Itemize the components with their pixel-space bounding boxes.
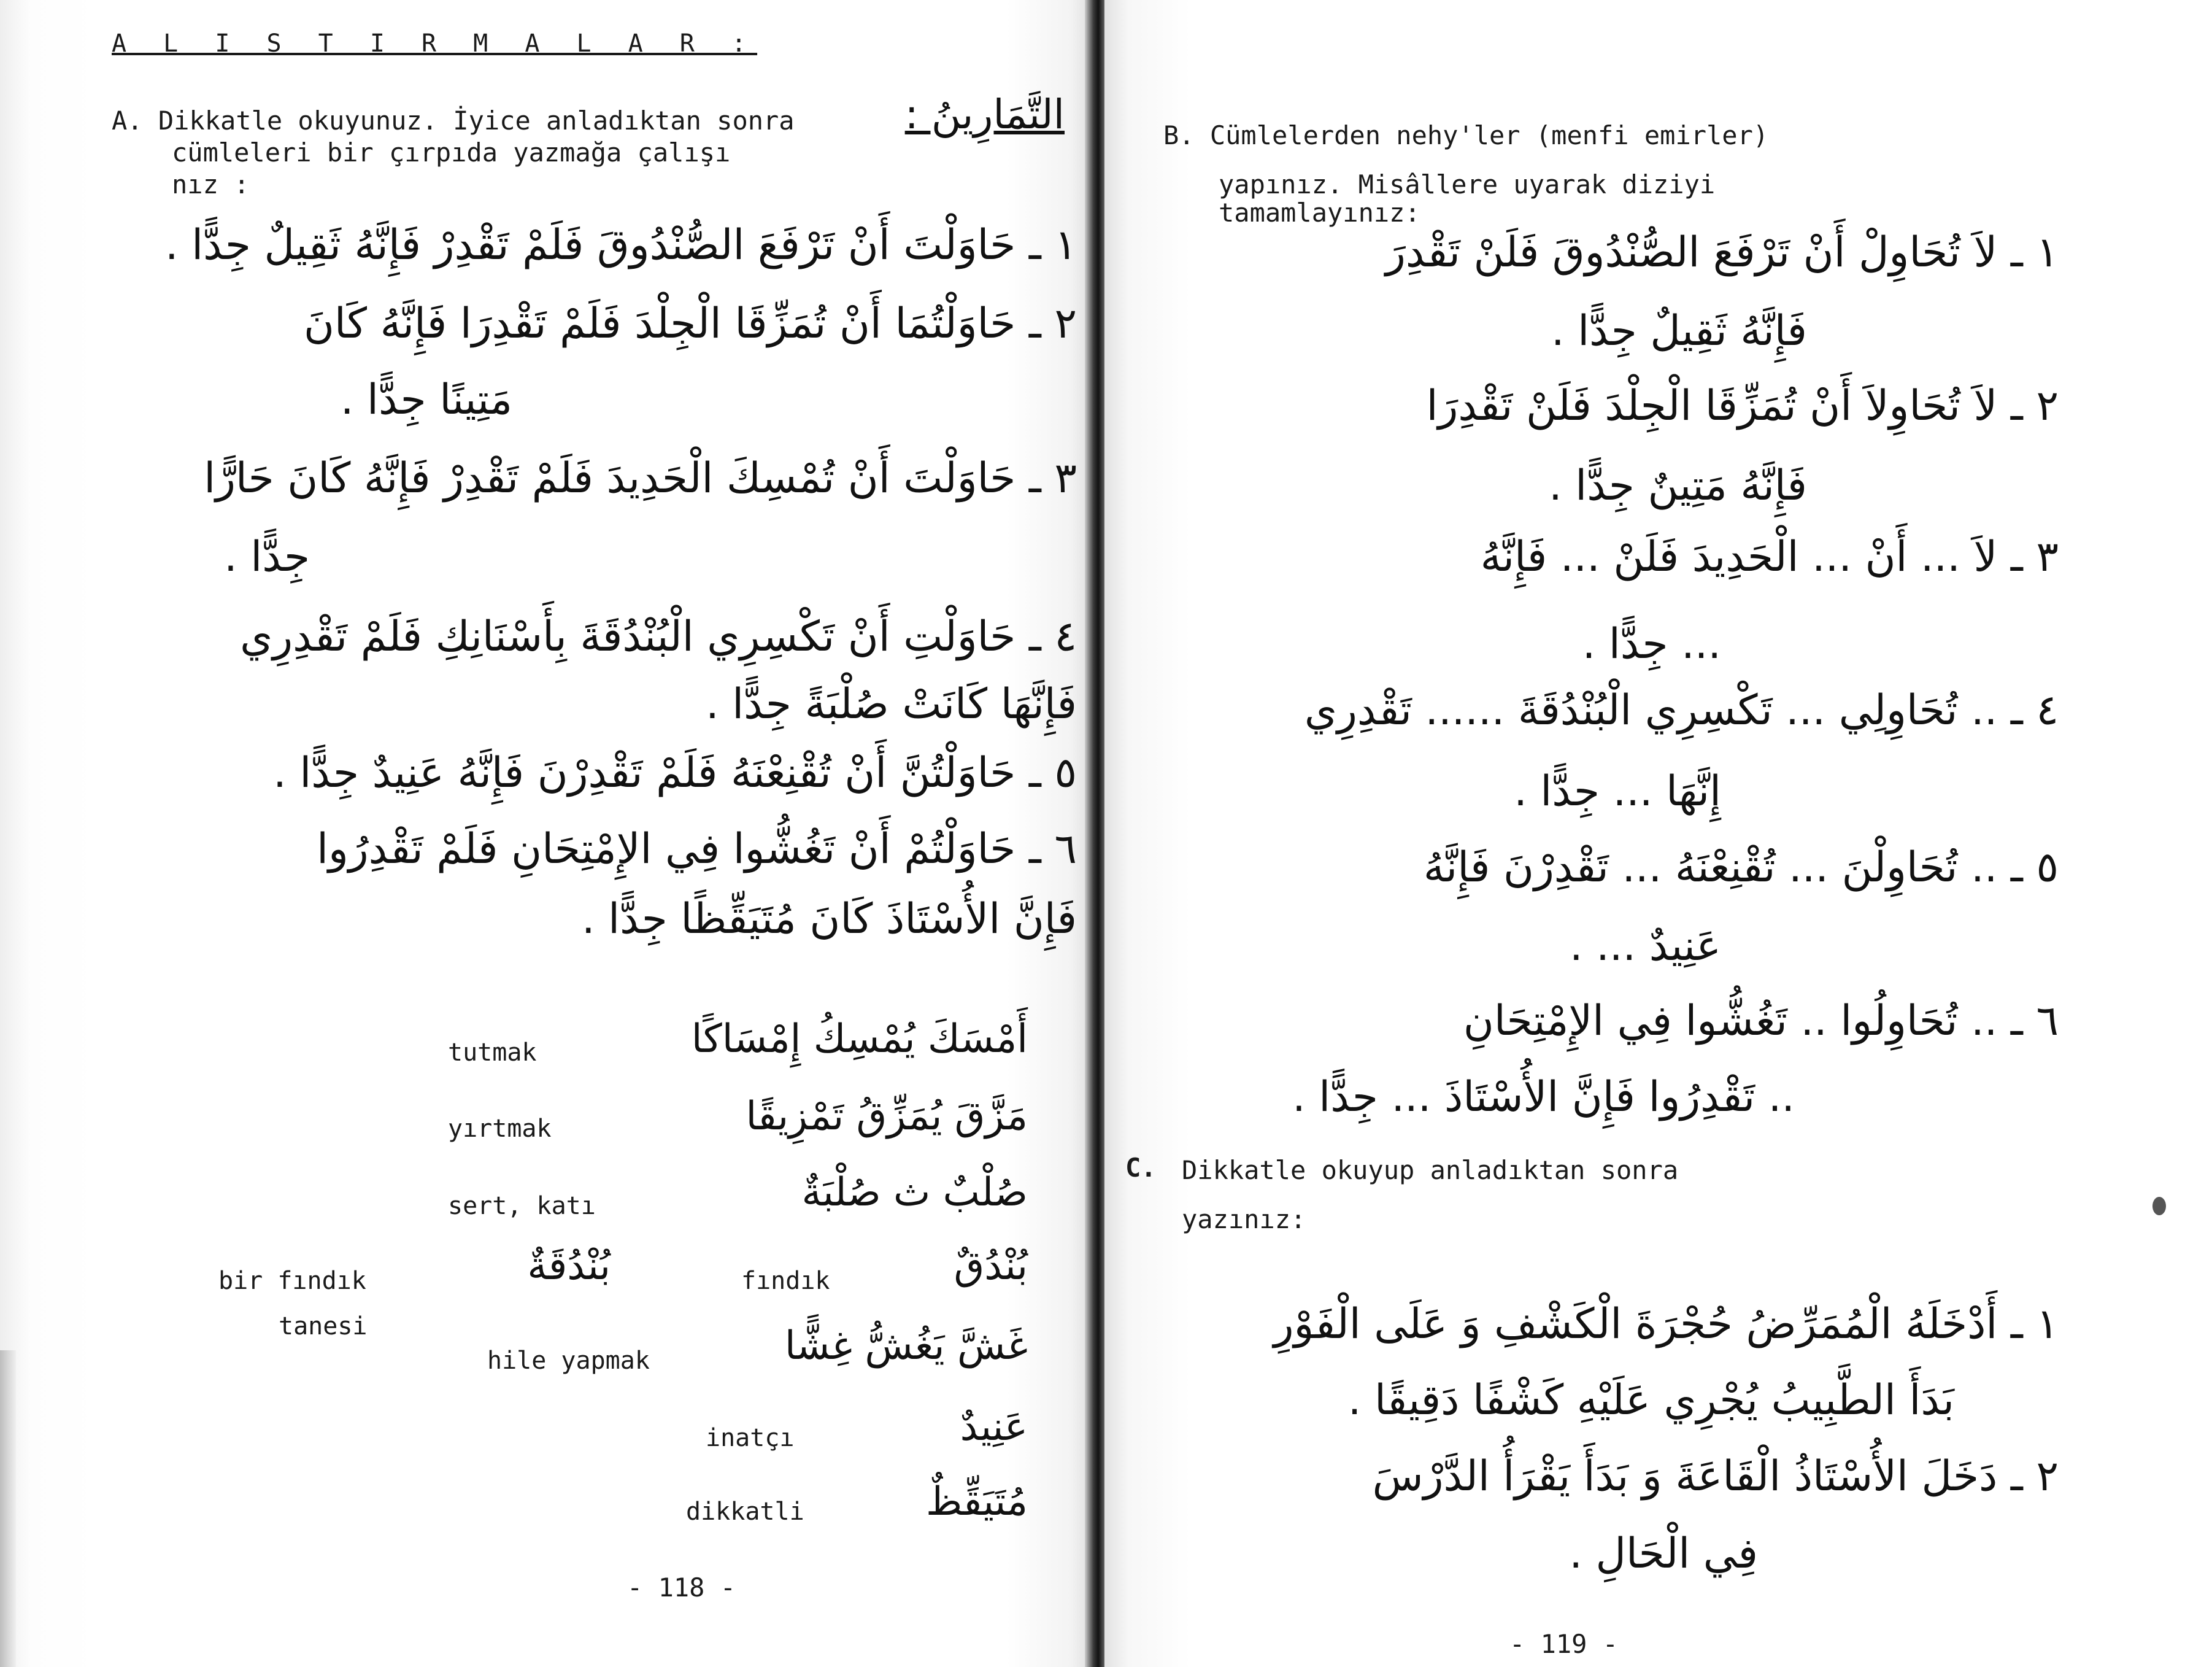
right-arabic-line-6: ... جِدًّا .	[1582, 620, 1721, 668]
section-b-instruction-line1: B. Cümlelerden nehy'ler (menfi emirler)	[1163, 120, 1769, 150]
vocab-turkish-1: tutmak	[448, 1038, 537, 1067]
section-a-instruction-line2: cümleleri bir çırpıda yazmağa çalışı	[172, 137, 731, 168]
right-c-arabic-line-2: بَدَأَ الطَّبِيبُ يُجْرِي عَلَيْهِ كَشْفًا دَقِيقًا .	[1347, 1376, 1954, 1425]
left-arabic-line-2: ٢ ـ حَاوَلْتُمَا أَنْ تُمَزِّقَا الْجِلْدَ فَلَمْ تَقْدِرَا فَإِنَّهُ كَانَ	[303, 300, 1077, 348]
vocab-arabic-7: عَنِيدٌ	[960, 1404, 1028, 1450]
left-arabic-line-10: فَإِنَّ الأُسْتَاذَ كَانَ مُتَيَقِّظًا جِدًّا .	[581, 895, 1077, 943]
section-b-instruction-line3: tamamlayınız:	[1219, 198, 1420, 228]
vocab-turkish-5b: tanesi	[279, 1312, 368, 1340]
left-arabic-line-6: ٤ ـ حَاوَلْتِ أَنْ تَكْسِرِي الْبُنْدُقَةَ بِأَسْنَانِكِ فَلَمْ تَقْدِرِي	[240, 613, 1077, 661]
right-c-arabic-line-1: ١ ـ أَدْخَلَهُ الْمُمَرِّضُ حُجْرَةَ الْكَشْفِ وَ عَلَى الْفَوْرِ	[1273, 1300, 2059, 1348]
section-b-instruction-line2: yapınız. Misâllere uyarak diziyi	[1219, 169, 1716, 199]
right-arabic-line-5: ٣ ـ لاَ ... أَنْ ... الْحَدِيدَ فَلَنْ ... فَإِنَّهُ	[1480, 533, 2059, 581]
vocab-turkish-5: bir fındık	[218, 1267, 366, 1295]
left-arabic-line-5: جِدًّا .	[224, 533, 310, 581]
ink-blot	[2152, 1197, 2166, 1215]
right-page-number: - 119 -	[1509, 1629, 1619, 1659]
right-arabic-line-11: ٦ ـ .. تُحَاوِلُوا .. تَغُشُّوا فِي الإِمْتِحَانِ	[1463, 997, 2059, 1045]
left-page	[0, 0, 1095, 1667]
left-arabic-line-9: ٦ ـ حَاوَلْتُمْ أَنْ تَغُشُّوا فِي الإِمْتِحَانِ فَلَمْ تَقْدِرُوا	[317, 825, 1077, 873]
section-c-instruction-line2: yazınız:	[1182, 1204, 1306, 1234]
right-arabic-line-9: ٥ ـ .. تُحَاوِلْنَ ... تُقْنِعْنَهُ ... تَقْدِرْنَ فَإِنَّهُ	[1423, 843, 2059, 892]
page-edge-shadow	[0, 1350, 16, 1667]
right-arabic-line-10: عَنِيدٌ ... .	[1570, 922, 1721, 970]
right-c-arabic-line-3: ٢ ـ دَخَلَ الأُسْتَاذُ الْقَاعَةَ وَ بَدَأَ يَقْرَأُ الدَّرْسَ	[1372, 1452, 2059, 1501]
section-c-label: C.	[1125, 1153, 1157, 1183]
right-page	[1104, 0, 2212, 1667]
right-arabic-line-4: فَإِنَّهُ مَتِينٌ جِدًّا .	[1549, 462, 1807, 510]
vocab-turkish-7: inatçı	[706, 1424, 795, 1452]
vocab-arabic-4: بُنْدُقٌ	[954, 1243, 1028, 1289]
vocab-turkish-8: dikkatli	[686, 1498, 804, 1526]
vocab-turkish-4: fındık	[741, 1267, 830, 1295]
left-arabic-line-7: فَإِنَّهَا كَانَتْ صُلْبَةً جِدًّا .	[706, 680, 1077, 729]
vocab-arabic-1: أَمْسَكَ يُمْسِكُ إِمْسَاكًا	[691, 1016, 1028, 1062]
vocab-turkish-6: hile yapmak	[487, 1347, 650, 1375]
left-arabic-line-3: مَتِينًا جِدًّا .	[340, 376, 512, 424]
right-arabic-line-7: ٤ ـ .. تُحَاوِلِي ... تَكْسِرِي الْبُنْدُقَةَ ...... تَقْدِرِي	[1304, 686, 2059, 735]
right-arabic-line-1: ١ ـ لاَ تُحَاوِلْ أَنْ تَرْفَعَ الصُّنْدُوقَ فَلَنْ تَقْدِرَ	[1385, 228, 2059, 277]
section-a-instruction-line3: nız :	[172, 169, 250, 199]
left-page-number: - 118 -	[627, 1572, 736, 1603]
right-arabic-line-2: فَإِنَّهُ ثَقِيلٌ جِدًّا .	[1551, 307, 1807, 355]
exercises-heading: A L I S T I R M A L A R :	[112, 29, 758, 58]
left-arabic-line-1: ١ ـ حَاوَلْتَ أَنْ تَرْفَعَ الصُّنْدُوقَ فَلَمْ تَقْدِرْ فَإِنَّهُ ثَقِيلٌ جِدًّا .	[165, 221, 1077, 269]
right-c-arabic-line-4: فِي الْحَالِ .	[1569, 1530, 1758, 1578]
left-arabic-line-4: ٣ ـ حَاوَلْتَ أَنْ تُمْسِكَ الْحَدِيدَ فَلَمْ تَقْدِرْ فَإِنَّهُ كَانَ حَارًّا	[204, 454, 1077, 503]
right-arabic-line-3: ٢ ـ لاَ تُحَاوِلاَ أَنْ تُمَزِّقَا الْجِلْدَ فَلَنْ تَقْدِرَا	[1426, 382, 2059, 430]
vocab-arabic-8: مُتَيَقِّظٌ	[925, 1479, 1028, 1525]
left-arabic-line-8: ٥ ـ حَاوَلْتُنَّ أَنْ تُقْنِعْنَهُ فَلَمْ تَقْدِرْنَ فَإِنَّهُ عَنِيدٌ جِدًّا .	[273, 749, 1077, 797]
section-c-instruction-line1: Dikkatle okuyup anladıktan sonra	[1182, 1155, 1679, 1185]
vocab-turkish-2: yırtmak	[448, 1115, 552, 1143]
vocab-turkish-3: sert, katı	[448, 1192, 596, 1220]
section-a-instruction-line1: A. Dikkatle okuyunuz. İyice anladıktan sonra	[112, 106, 795, 136]
right-arabic-line-8: إِنَّهَا ... جِدًّا .	[1514, 767, 1721, 816]
vocab-arabic-6: غَشَّ يَغُشُّ غِشًّا	[784, 1323, 1028, 1369]
vocab-arabic-3: صُلْبٌ ث صُلْبَةٌ	[801, 1170, 1028, 1215]
vocab-arabic-5: بُنْدُقَةٌ	[527, 1243, 611, 1289]
right-arabic-line-12: .. تَقْدِرُوا فَإِنَّ الأُسْتَاذَ ... جِدًّا .	[1292, 1073, 1795, 1121]
vocab-arabic-2: مَزَّقَ يُمَزِّقُ تَمْزِيقًا	[746, 1094, 1028, 1139]
arabic-exercises-title: التَّمَارِينُ :	[904, 91, 1065, 138]
